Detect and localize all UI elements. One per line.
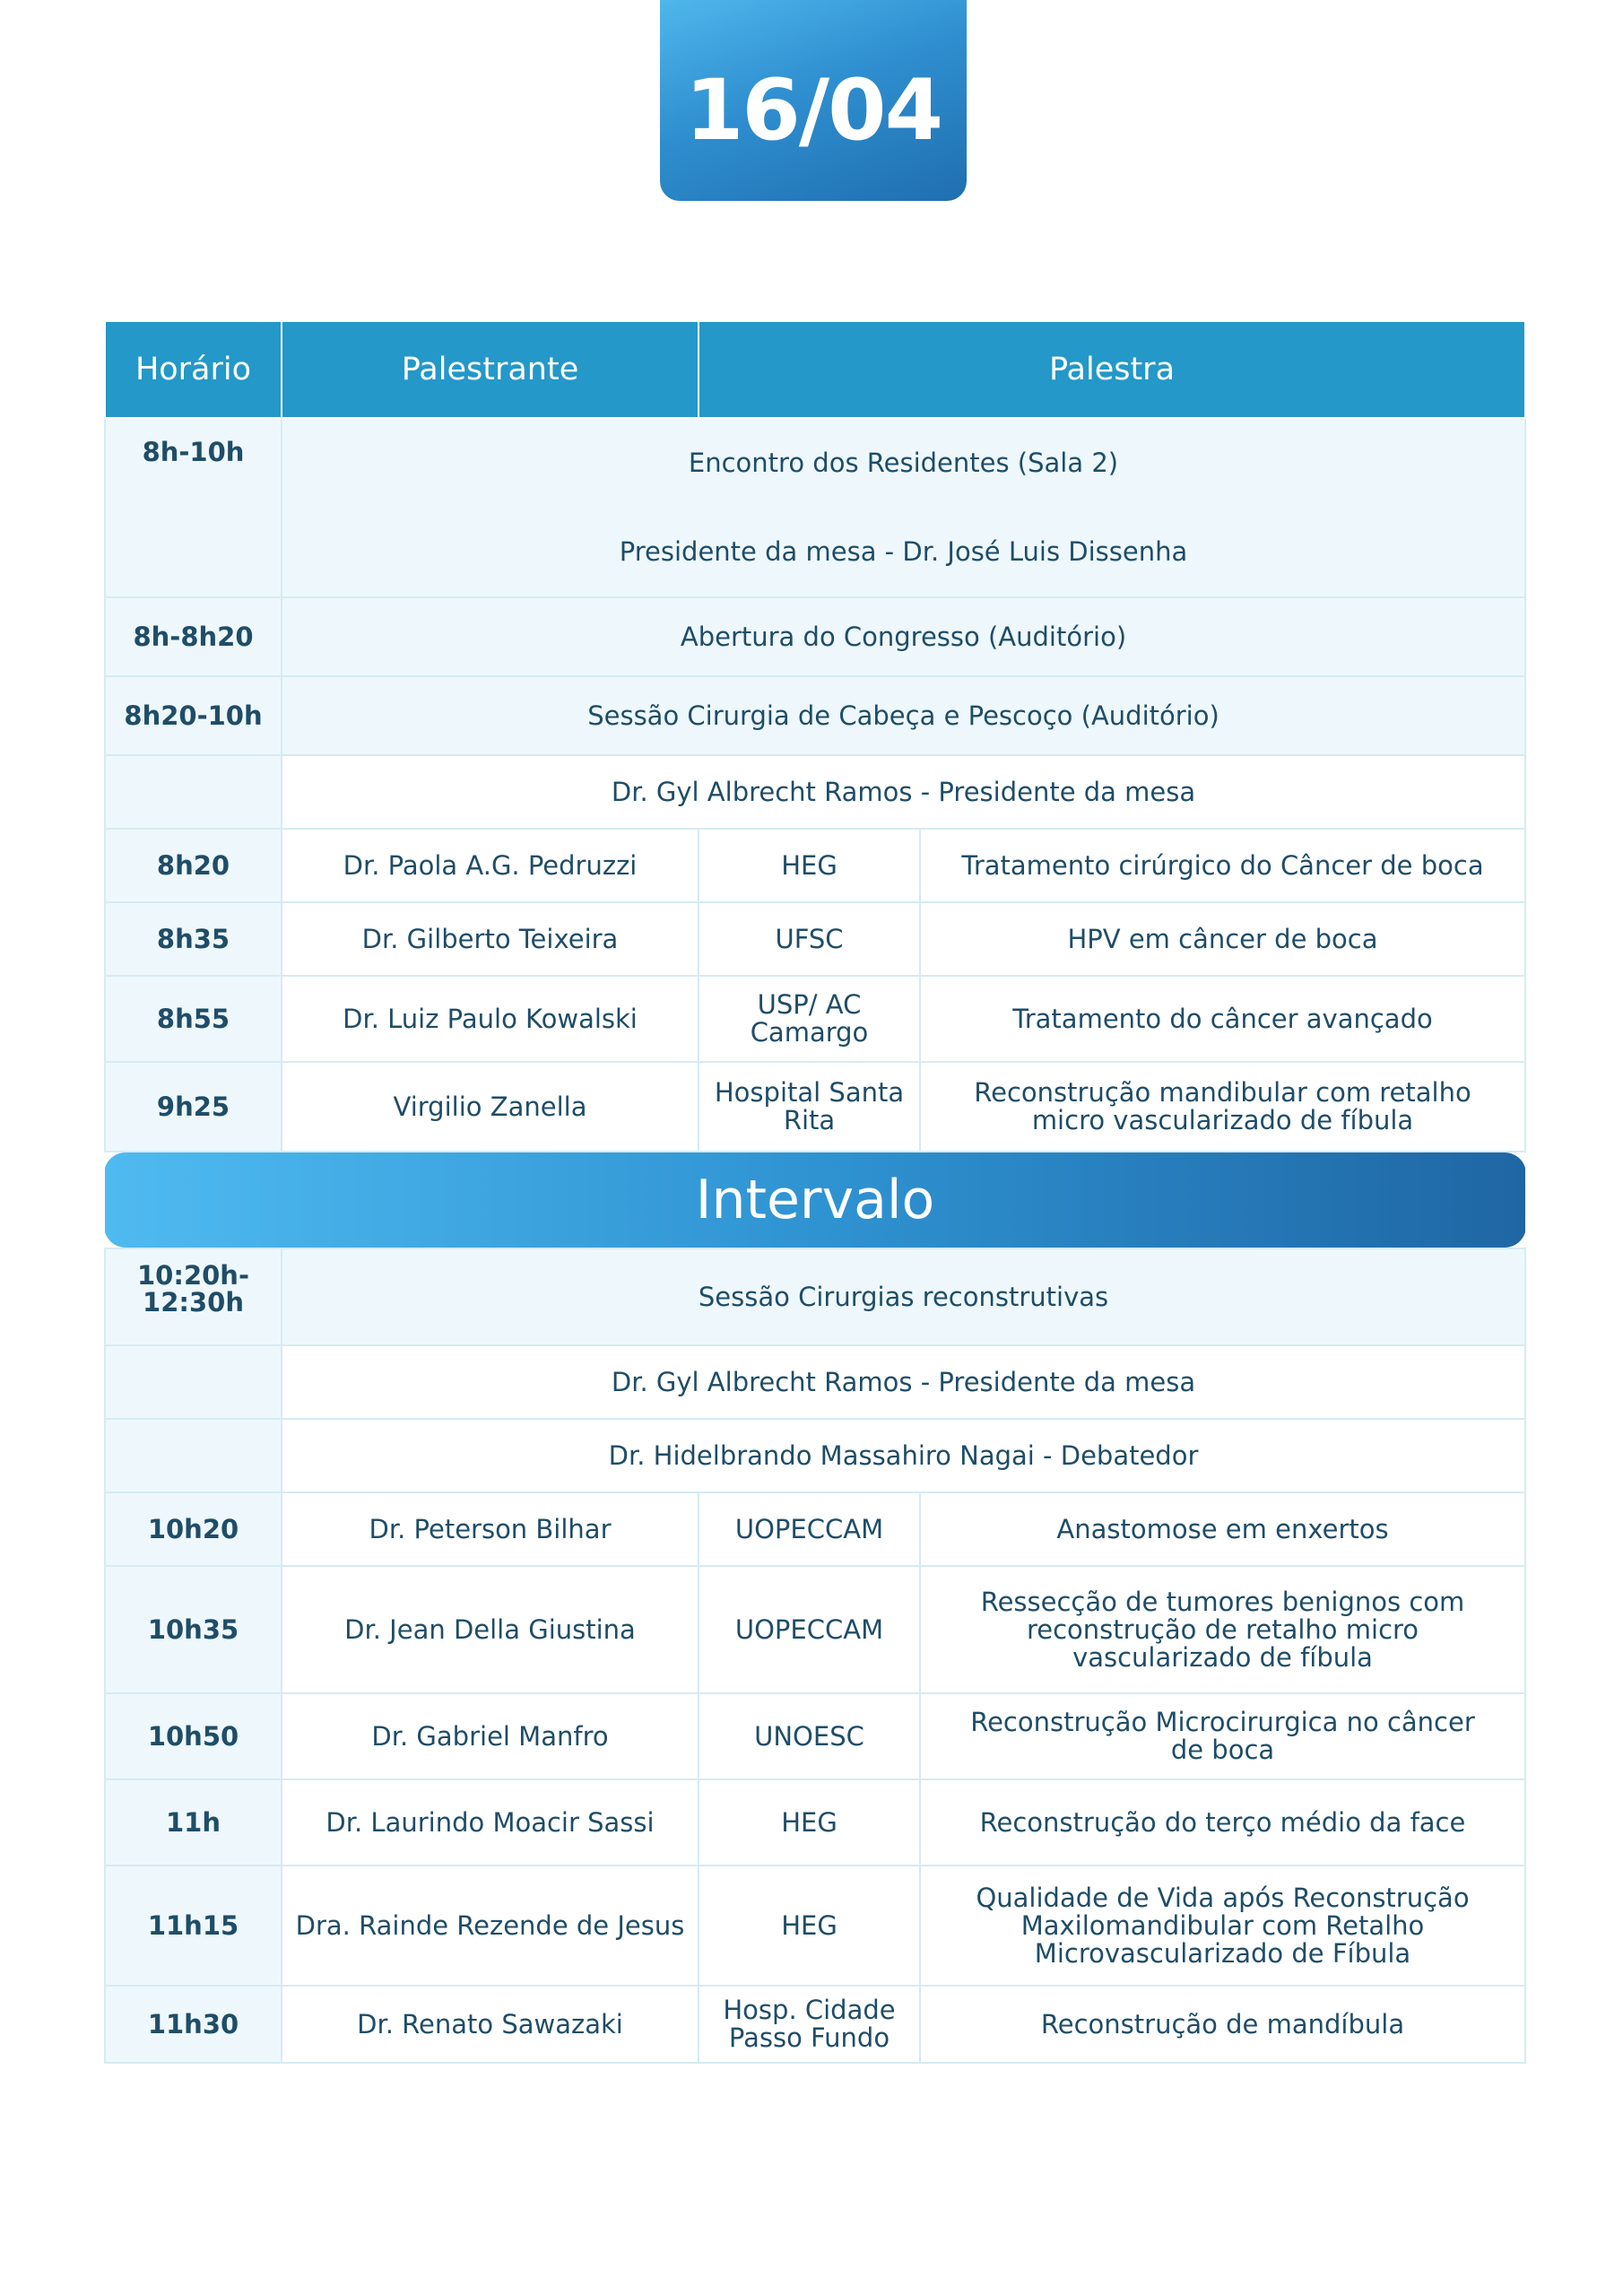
row-title: Anastomose em enxertos: [920, 1492, 1525, 1566]
row-institution: HEG: [699, 1866, 920, 1986]
row-title: Tratamento cirúrgico do Câncer de boca: [920, 829, 1525, 902]
table-row: [105, 1345, 1525, 1419]
table-row: [105, 1248, 1525, 1345]
date-tab: [660, 0, 967, 201]
row-institution: HEG: [699, 829, 920, 902]
row-time: 8h55: [105, 976, 282, 1062]
row-text: Dr. Gyl Albrecht Ramos - Presidente da mesa: [282, 1345, 1525, 1419]
table-row: [105, 1419, 1525, 1492]
row-speaker: Dr. Paola A.G. Pedruzzi: [282, 829, 699, 902]
row-speaker: Dr. Laurindo Moacir Sassi: [282, 1779, 699, 1866]
table-header-row: [105, 321, 1525, 418]
row-time: 11h: [105, 1779, 282, 1866]
date-label: 16/04: [685, 61, 942, 160]
row-time: 9h25: [105, 1062, 282, 1152]
break-row: [105, 1152, 1525, 1248]
header-talk: Palestra: [699, 321, 1525, 418]
row-institution: UNOESC: [699, 1693, 920, 1779]
table-row: [105, 597, 1525, 676]
row-speaker: Dr. Renato Sawazaki: [282, 1986, 699, 2063]
row-title: Tratamento do câncer avançado: [920, 976, 1525, 1062]
row-time: 10h35: [105, 1566, 282, 1693]
row-time: 8h-10h: [105, 418, 282, 597]
table-row: [105, 676, 1525, 755]
row-speaker: Dr. Gilberto Teixeira: [282, 902, 699, 976]
table-row: [105, 976, 1525, 1062]
row-time: 10h50: [105, 1693, 282, 1779]
row-time: 8h-8h20: [105, 597, 282, 676]
row-time: 8h35: [105, 902, 282, 976]
table-row: [105, 1062, 1525, 1152]
row-time: [105, 1419, 282, 1492]
row-institution: UOPECCAM: [699, 1492, 920, 1566]
break-banner: [105, 1152, 1525, 1248]
row-title: Ressecção de tumores benignos com reconstrução de retalho micro vascularizado de fíbula: [920, 1566, 1525, 1693]
header-speaker: Palestrante: [282, 321, 699, 418]
row-title: Reconstrução mandibular com retalho micro vascularizado de fíbula: [920, 1062, 1525, 1152]
table-row: [105, 418, 1525, 597]
table-row: [105, 1693, 1525, 1779]
row-text: [282, 418, 1525, 597]
row-institution: UFSC: [699, 902, 920, 976]
header-time: Horário: [105, 321, 282, 418]
row-text: Dr. Gyl Albrecht Ramos - Presidente da mesa: [282, 755, 1525, 829]
row-time: 11h15: [105, 1866, 282, 1986]
row-text: Abertura do Congresso (Auditório): [282, 597, 1525, 676]
row-institution: USP/ AC Camargo: [699, 976, 920, 1062]
table-row: [105, 1986, 1525, 2063]
break-label: Intervalo: [695, 1168, 935, 1231]
row-time: 10h20: [105, 1492, 282, 1566]
row-title: Reconstrução de mandíbula: [920, 1986, 1525, 2063]
row-speaker: Dr. Peterson Bilhar: [282, 1492, 699, 1566]
row-time: 8h20-10h: [105, 676, 282, 755]
row-title: Reconstrução do terço médio da face: [920, 1779, 1525, 1866]
table-row: [105, 1866, 1525, 1986]
table-chair: Presidente da mesa - Dr. José Luis Dissenha: [619, 536, 1188, 567]
table-row: [105, 1566, 1525, 1693]
residents-meeting: Encontro dos Residentes (Sala 2): [688, 448, 1119, 478]
row-text: Sessão Cirurgia de Cabeça e Pescoço (Auditório): [282, 676, 1525, 755]
row-title: HPV em câncer de boca: [920, 902, 1525, 976]
row-institution: Hospital Santa Rita: [699, 1062, 920, 1152]
row-time: [105, 755, 282, 829]
row-speaker: Virgilio Zanella: [282, 1062, 699, 1152]
row-speaker: Dr. Jean Della Giustina: [282, 1566, 699, 1693]
table-row: [105, 1779, 1525, 1866]
row-speaker: Dra. Rainde Rezende de Jesus: [282, 1866, 699, 1986]
row-institution: HEG: [699, 1779, 920, 1866]
row-text: Sessão Cirurgias reconstrutivas: [282, 1248, 1525, 1345]
row-title: Reconstrução Microcirurgica no câncer de boca: [920, 1693, 1525, 1779]
row-speaker: Dr. Luiz Paulo Kowalski: [282, 976, 699, 1062]
row-time: 8h20: [105, 829, 282, 902]
row-speaker: Dr. Gabriel Manfro: [282, 1693, 699, 1779]
table-row: [105, 1492, 1525, 1566]
row-time: 10:20h-12:30h: [105, 1248, 282, 1345]
schedule-table: [104, 320, 1526, 2064]
row-time: [105, 1345, 282, 1419]
table-row: [105, 755, 1525, 829]
row-time: 11h30: [105, 1986, 282, 2063]
row-institution: Hosp. Cidade Passo Fundo: [699, 1986, 920, 2063]
table-row: [105, 902, 1525, 976]
row-title: Qualidade de Vida após Reconstrução Maxilomandibular com Retalho Microvascularizado de Fíbula: [920, 1866, 1525, 1986]
table-row: [105, 829, 1525, 902]
row-text: Dr. Hidelbrando Massahiro Nagai - Debatedor: [282, 1419, 1525, 1492]
row-institution: UOPECCAM: [699, 1566, 920, 1693]
